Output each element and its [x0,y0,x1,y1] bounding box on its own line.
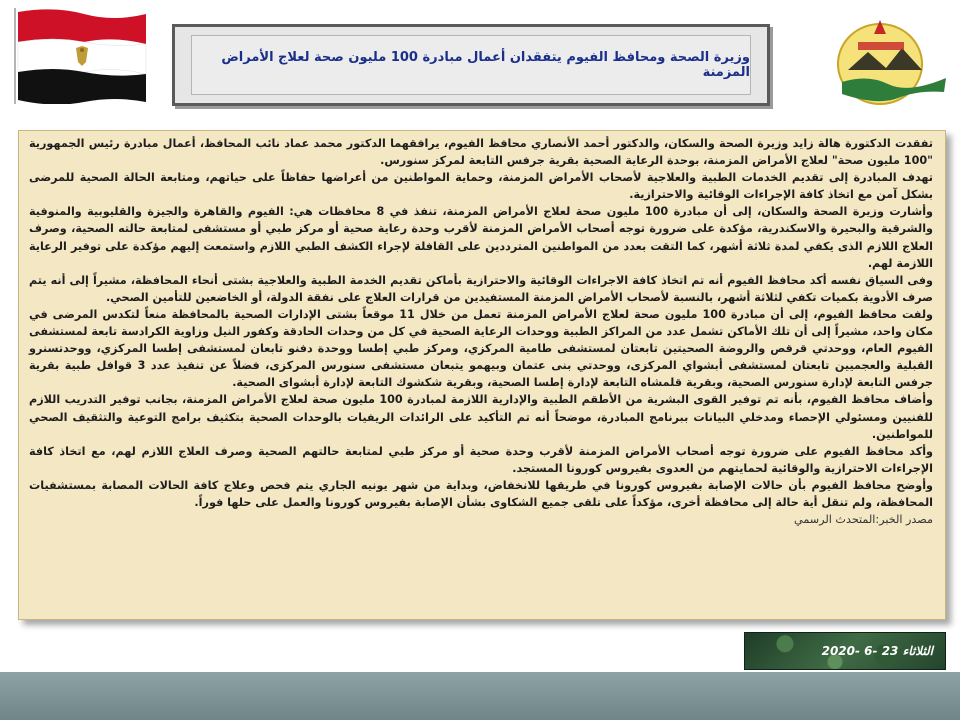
publish-date: الثلاثاء 23 -6 -2020 [821,644,933,658]
egypt-flag-icon [14,8,148,104]
article-source: مصدر الخبر:المتحدث الرسمي [794,513,933,527]
article-paragraph: وأوضح محافظ الفيوم بأن حالات الإصابة بفيروس كورونا في طريقها للانخفاض، وبداية من شهر يونيه الجاري يتم فحص وعلاج كافة الحالات المصابة بمستشفيات المحافظة، ولم تنقل أية حالة إلى محافظة أخرى، مؤكداً على تلقى جميع الشكاوى بشأن الإصابة بفيروس كورونا والعمل على حلها فوراً. [29,478,933,509]
title-inner-frame [191,35,751,95]
article-body [29,135,933,528]
article-paragraph: وفى السياق نفسه أكد محافظ الفيوم أنه تم اتخاذ كافة الاجراءات الوقائية والاحترازية بأماكن تقديم الخدمة الطبية والعلاجية بشتى أنحاء المحافظة، مشيراً إلى أنه يتم صرف الأدوية بكميات تكفي لثلاثة أشهر، بالنسبة لأصحاب الأمراض المزمنة المستفيدين من قرارات العلاج على نفقة الدولة، أو الخاضعين للتأمين الصحي. [29,273,933,304]
bottom-decorative-strip [0,672,960,720]
article-paragraph: وأكد محافظ الفيوم على ضرورة توجه أصحاب الأمراض المزمنة لأقرب وحدة صحية أو مركز طبي لمتابعة حالتهم الصحية وصرف العلاج اللازم لهم، مع اتخاذ كافة الإجراءات الاحترازية والوقائية لحمايتهم من العدوى بفيروس كورونا المستجد. [29,444,933,475]
date-bar [744,632,946,670]
article-paragraph: وأشارت وزيرة الصحة والسكان، إلى أن مبادرة 100 مليون صحة لعلاج الأمراض المزمنة، تنفذ في 8 محافظات هي: الفيوم والقاهرة والجيزة والقليوبية والمنوفية والشرقية والبحيرة والاسكندرية، مؤكدة على ضرورة توجه أصحاب الأمراض المزمنة لأقرب وحدة رعاية صحية أو مركز طبي أو مستشفى لمتابعة حالته الصحية، وصرف العلاج اللازم الذى يكفي لمدة ثلاثة أشهر، كما التقت بعدد من المواطنين المترددين على القافلة لإجراء الكشف الطبي اللازم واستمعت إليهم مؤكدة على توفير الرعاية اللازمة لهم. [29,205,933,270]
article-paragraph: تفقدت الدكتورة هالة زايد وزيرة الصحة والسكان، والدكتور أحمد الأنصاري محافظ الفيوم، يرافقهما الدكتور محمد عماد نائب المحافظ، أعمال مبادرة رئيس الجمهورية "100 مليون صحة" لعلاج الأمراض المزمنة، بوحدة الرعاية الصحية بقرية جرفس التابعة لمركز سنورس. [29,137,933,168]
article-paragraph: تهدف المبادرة إلى تقديم الخدمات الطبية والعلاجية لأصحاب الأمراض المزمنة، وحماية المواطنين من أعراضها حفاظاً على حياتهم، ومتابعة الحالة الصحية للمرضى بشكل آمن مع اتخاذ كافة الإجراءات الوقائية والاحترازية. [29,171,933,202]
article-panel [18,130,946,620]
title-box [172,24,770,106]
article-paragraph: ولفت محافظ الفيوم، إلى أن مبادرة 100 مليون صحة لعلاج الأمراض المزمنة تعمل من خلال 11 موقعاً بشتى الإدارات الصحية بالمحافظة منعاً لتكدس المرضى في مكان واحد، مشيراً إلى أن تلك الأماكن تشمل عدد من المراكز الطبية ووحدات الرعاية الصحية في كل من وحدات الحادقة وكفور النيل وزاوية الكرادسة تابعة لمستشفى الفيوم العام، ووحدتي قرقص والروضة الصحيتين تابعتان لمستشفى طامية المركزي، ومركز طبي إطسا ووحدة دفنو تابعان لمستشفى إطسا المركزي، ووحدتسنرو القبلية والعجميين تابعتان لمستشفى أبشواي المركزى، ووحدتي بنى عتمان وبيهمو يتبعان مستشفى سنورس المركزى، فضلاً عن تنفيذ عدد 3 قوافل طبية بقرية جرفس التابعة لإدارة سنورس الصحية، وبقرية قلمشاه التابعة لإدارة إطسا الصحية، وبقرية شكشوك التابعة لإدارة أبشواى الصحية. [29,307,933,390]
page-title: وزيرة الصحة ومحافظ الفيوم يتفقدان أعمال مبادرة 100 مليون صحة لعلاج الأمراض المزمنة [221,50,750,80]
fayoum-governorate-logo-icon [828,12,946,108]
article-paragraph: وأضاف محافظ الفيوم، بأنه تم توفير القوى البشرية من الأطقم الطبية والإدارية اللازمة لمبادرة 100 مليون صحة لعلاج الأمراض المزمنة، بجانب توفير التدريب اللازم للفنيين ومسئولي الإحصاء ومدخلي البيانات ببرنامج المبادرة، موضحاً أنه تم التأكيد على الرائدات الريفيات بالوحدات الصحية بتكثيف برامج التوعية والتثقيف الصحي للمواطنين. [29,393,933,441]
